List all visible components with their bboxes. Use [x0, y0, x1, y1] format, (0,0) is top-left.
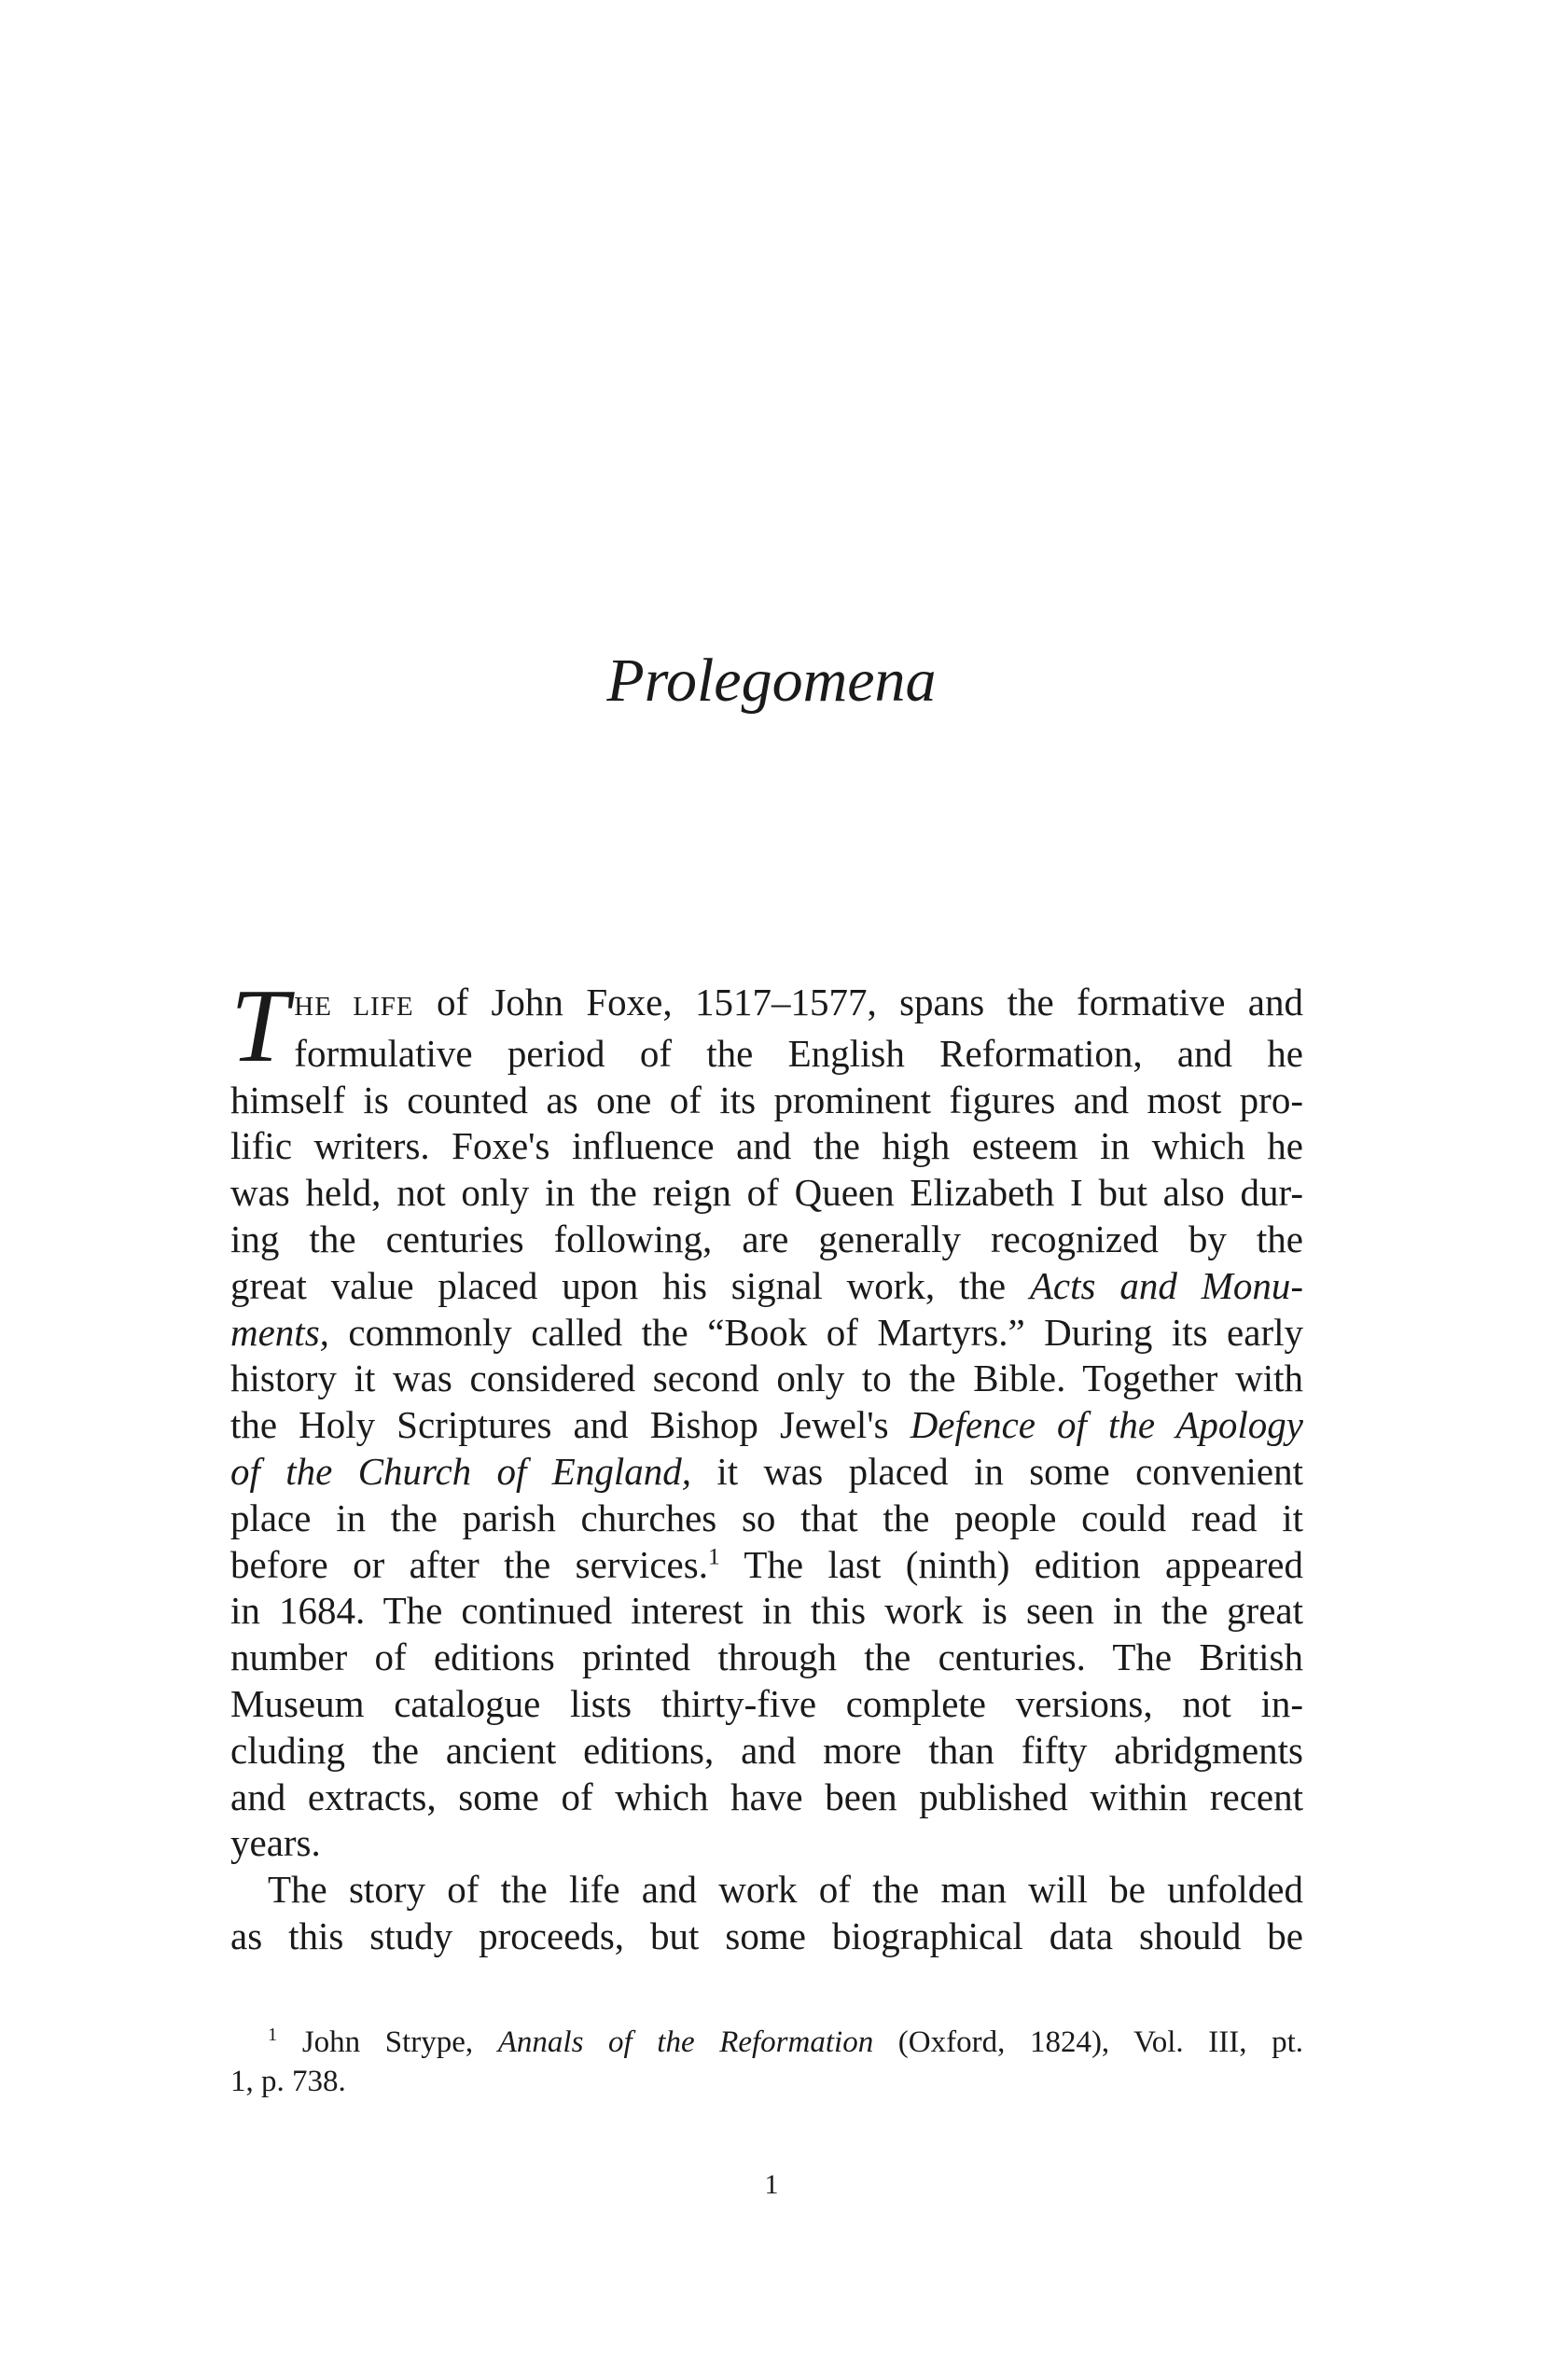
- text-line: The story of the life and work of the man will be unfolded: [268, 1868, 1303, 1912]
- footnote-line: 1, p. 738.: [230, 2065, 346, 2098]
- page-number: 1: [764, 2169, 779, 2200]
- text-line: number of editions printed through the centuries. The British: [230, 1635, 1303, 1679]
- small-caps-opening: HE LIFE: [294, 992, 414, 1022]
- text-line: was held, not only in the reign of Queen Elizabeth I but also dur-: [230, 1171, 1303, 1215]
- text-line: and extracts, some of which have been published within recent: [230, 1775, 1303, 1818]
- italic-title: Annals of the Reformation: [497, 2025, 874, 2059]
- italic-title: Acts and Monu-: [1029, 1263, 1303, 1307]
- text-line: the Holy Scriptures and Bishop Jewel's Defence of the Apology: [230, 1403, 1303, 1447]
- text-line: years.: [230, 1821, 321, 1865]
- drop-cap: T: [230, 968, 289, 1084]
- text-line: ing the centuries following, are generally recognized by the: [230, 1217, 1303, 1260]
- text-line: before or after the services.$^1$ The last (ninth) edition appeared: [230, 1542, 1304, 1586]
- italic-title: ments,: [230, 1310, 329, 1354]
- body-text: [230, 968, 1304, 1960]
- text-line: history it was considered second only to the Bible. Together with: [230, 1357, 1303, 1400]
- text-line: of the Church of England, it was placed in some convenient: [230, 1449, 1303, 1493]
- text-line: in 1684. The continued interest in this work is seen in the great: [230, 1589, 1303, 1633]
- text-line: place in the parish churches so that the people could read it: [230, 1496, 1303, 1539]
- text-line: as this study proceeds, but some biographical data should be: [230, 1914, 1303, 1957]
- chapter-title: Prolegomena: [606, 647, 937, 715]
- text-line: formulative period of the English Reformation, and he: [294, 1031, 1303, 1075]
- text-line: lific writers. Foxe's influence and the high esteem in which he: [230, 1124, 1303, 1168]
- footnote-marker: 1: [268, 2025, 278, 2045]
- footnote-reference: 1: [707, 1542, 720, 1569]
- text-line: himself is counted as one of its prominent figures and most pro-: [230, 1078, 1303, 1121]
- italic-title: of the Church of England,: [230, 1449, 691, 1493]
- text-line: ments, commonly called the “Book of Martyrs.” During its early: [230, 1310, 1303, 1354]
- text-line: cluding the ancient editions, and more than fifty abridgments: [230, 1728, 1303, 1772]
- text-line: Museum catalogue lists thirty-five complete versions, not in-: [230, 1681, 1303, 1725]
- footnote: [230, 2023, 1303, 2101]
- text-line: great value placed upon his signal work, the Acts and Monu-: [230, 1263, 1303, 1307]
- italic-title: Defence of the Apology: [910, 1403, 1303, 1447]
- footnote-line: $^1$ John Strype, Annals of the Reformation (Oxford, 1824), Vol. III, pt.: [268, 2025, 1304, 2059]
- text-line: HE LIFE of John Foxe, 1517–1577, spans the formative and: [294, 981, 1303, 1023]
